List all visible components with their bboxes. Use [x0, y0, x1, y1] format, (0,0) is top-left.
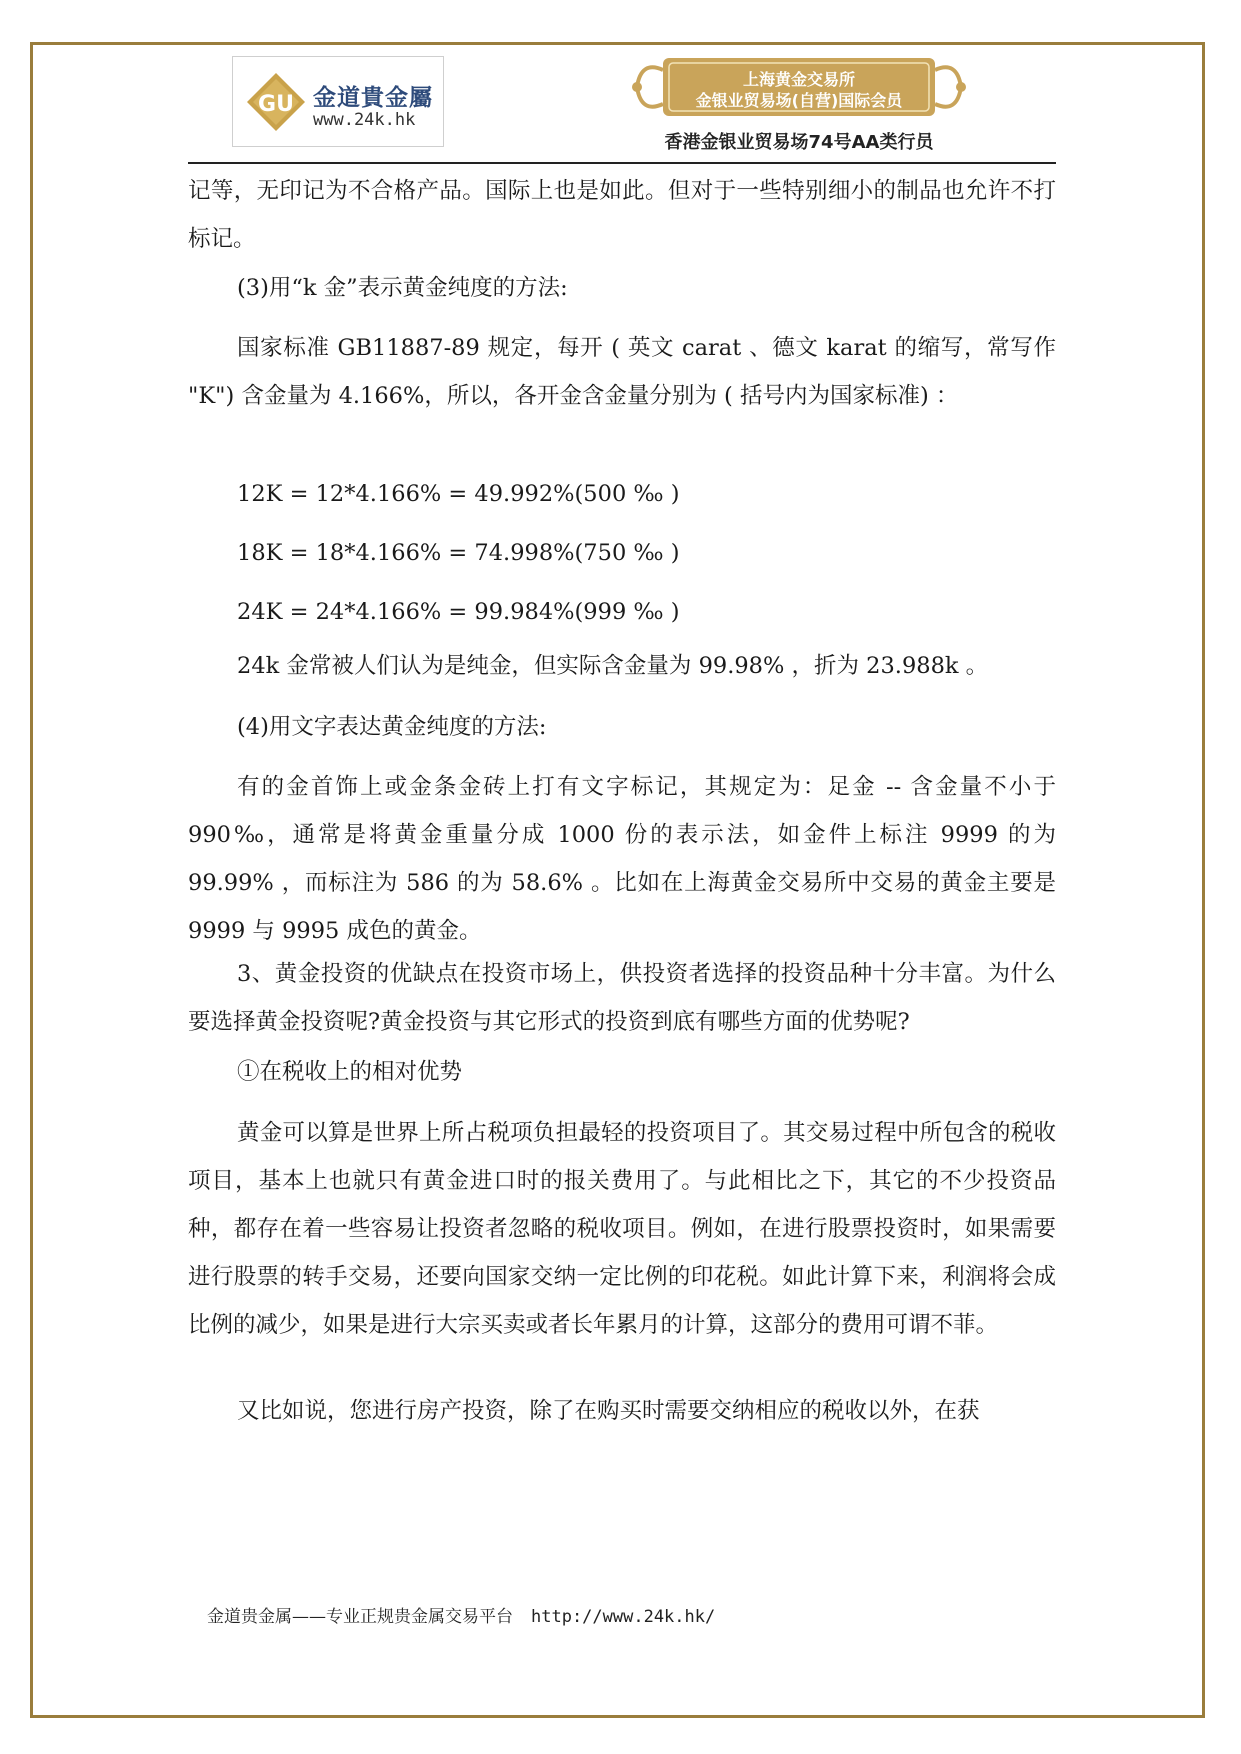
hk-member-text: 香港金银业贸易场74号AA类行员: [664, 132, 934, 153]
formula-24k: 24K = 24*4.166% = 99.984%(999 ‰ ): [237, 599, 680, 625]
header-divider: [188, 162, 1056, 164]
badge-line-exchange: 上海黄金交易所: [742, 70, 855, 89]
footer-slogan: 金道贵金属——专业正规贵金属交易平台: [207, 1607, 513, 1627]
heading-text-marking: (4)用文字表达黄金纯度的方法:: [237, 714, 547, 740]
paragraph-24k-note: 24k 金常被人们认为是纯金，但实际含金量为 99.98% ，折为 23.988k 。: [237, 653, 989, 679]
logo-website: www.24k.hk: [313, 110, 416, 130]
paragraph-text-marking: 有的金首饰上或金条金砖上打有文字标记，其规定为：足金 -- 含金量不小于 990‰，通常是将黄金重量分成 1000 份的表示法，如金件上标注 9999 的为 99.99% ，而标注为 586 的为 58.6% 。比如在上海黄金交易所中交易的黄金主要是 9999 与 9995 成色的黄金。: [188, 774, 1056, 944]
logo-company-name: 金道貴金屬: [313, 85, 433, 111]
heading-k-gold: (3)用“k 金”表示黄金纯度的方法:: [237, 275, 568, 301]
formula-18k: 18K = 18*4.166% = 74.998%(750 ‰ ): [237, 540, 680, 566]
logo-mark-text: GU: [258, 92, 294, 117]
exchange-member-badge: [627, 50, 971, 124]
footer-link[interactable]: http://www.24k.hk/: [531, 1607, 716, 1627]
gu-logo-icon: [245, 71, 307, 133]
formula-12k: 12K = 12*4.166% = 49.992%(500 ‰ ): [237, 481, 680, 507]
paragraph-tax-advantage: 黄金可以算是世界上所占税项负担最轻的投资项目了。其交易过程中所包含的税收项目，基本上也就只有黄金进口时的报关费用了。与此相比之下，其它的不少投资品种，都存在着一些容易让投资者忽略的税收项目。例如，在进行股票投资时，如果需要进行股票的转手交易，还要向国家交纳一定比例的印花税。如此计算下来，利润将会成比例的减少，如果是进行大宗买卖或者长年累月的计算，这部分的费用可谓不菲。: [188, 1120, 1056, 1338]
page-footer: [207, 1602, 715, 1627]
paragraph-real-estate: 又比如说，您进行房产投资，除了在购买时需要交纳相应的税收以外，在获: [237, 1398, 980, 1424]
paragraph-hallmark: 记等，无印记为不合格产品。国际上也是如此。但对于一些特别细小的制品也允许不打标记。: [188, 178, 1056, 252]
heading-tax-advantage: ①在税收上的相对优势: [237, 1059, 463, 1085]
badge-line-membership: 金银业贸易场(自营)国际会员: [695, 91, 903, 110]
paragraph-national-standard: 国家标准 GB11887-89 规定，每开 ( 英文 carat 、德文 karat 的缩写，常写作 "K") 含金量为 4.166%，所以，各开金含金量分别为 ( 括号内为国家标准) ：: [188, 335, 1056, 409]
paragraph-pros-cons: 3、黄金投资的优缺点在投资市场上，供投资者选择的投资品种十分丰富。为什么要选择黄金投资呢?黄金投资与其它形式的投资到底有哪些方面的优势呢?: [188, 961, 1056, 1035]
company-logo[interactable]: [232, 56, 444, 147]
